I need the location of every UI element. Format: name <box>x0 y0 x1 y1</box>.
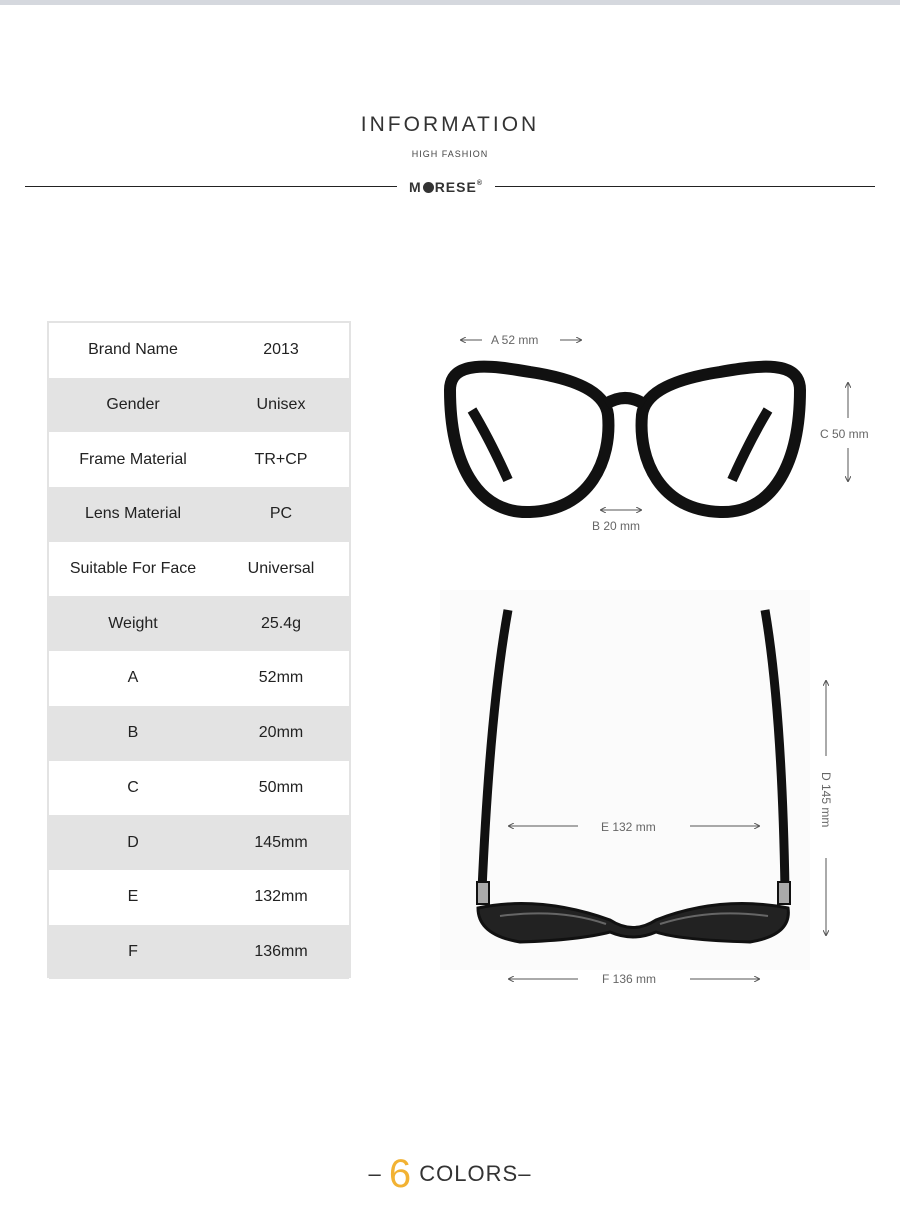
right-lens-frame <box>642 367 800 512</box>
spec-value: 2013 <box>263 341 299 359</box>
spec-key: F <box>128 942 138 960</box>
spec-row <box>49 542 349 597</box>
right-hinge <box>778 882 790 904</box>
spec-value: 132mm <box>254 888 308 906</box>
spec-table <box>47 321 351 978</box>
spec-key: Gender <box>106 396 160 414</box>
brand-o-dot <box>423 182 434 193</box>
top-bar <box>0 0 900 5</box>
spec-value: TR+CP <box>254 450 308 468</box>
spec-row <box>49 432 349 487</box>
spec-row <box>49 815 349 870</box>
dim-e-label: E 132 mm <box>601 820 656 834</box>
spec-key: A <box>127 669 139 687</box>
colors-label: COLORS <box>419 1161 519 1186</box>
spec-row <box>49 378 349 433</box>
spec-key: B <box>127 724 139 742</box>
dim-f-label: F 136 mm <box>602 972 657 986</box>
bridge <box>606 398 644 404</box>
left-lens-frame <box>450 367 608 512</box>
dim-c-label: C 50 mm <box>820 427 869 441</box>
page-subtitle: HIGH FASHION <box>411 149 489 159</box>
spec-row <box>49 323 349 378</box>
spec-row <box>49 596 349 651</box>
spec-row <box>49 487 349 542</box>
spec-key: Brand Name <box>88 341 178 359</box>
spec-value: PC <box>269 505 293 523</box>
spec-key: Suitable For Face <box>69 560 197 578</box>
spec-key: Lens Material <box>84 505 182 523</box>
spec-key: C <box>127 778 139 796</box>
divider-left <box>25 186 397 187</box>
spec-row <box>49 925 349 980</box>
spec-key: D <box>127 833 139 851</box>
footer-dash-left: – <box>368 1161 382 1186</box>
spec-row <box>49 651 349 706</box>
color-count: 6 <box>388 1152 413 1196</box>
spec-value: 50mm <box>258 778 304 796</box>
spec-value: 136mm <box>254 942 308 960</box>
spec-row <box>49 870 349 925</box>
spec-value: 52mm <box>258 669 304 687</box>
left-hinge <box>477 882 489 904</box>
brand-logo: M RESE® <box>409 179 483 195</box>
spec-row <box>49 706 349 761</box>
spec-key: E <box>127 888 139 906</box>
glasses-top-view <box>420 590 880 1000</box>
spec-value: 25.4g <box>260 614 302 632</box>
dim-b-label: B 20 mm <box>592 519 641 533</box>
spec-value: 20mm <box>258 724 304 742</box>
spec-value: Universal <box>247 560 315 578</box>
spec-key: Weight <box>108 614 158 632</box>
spec-value: 145mm <box>254 833 308 851</box>
dim-d-label: D 145 mm <box>819 772 833 828</box>
divider-right <box>495 186 875 187</box>
footer-dash-right: – <box>518 1161 532 1186</box>
spec-row <box>49 761 349 816</box>
right-temple-arm <box>732 410 768 480</box>
spec-key: Frame Material <box>79 450 187 468</box>
page-title: INFORMATION <box>360 113 540 136</box>
left-temple-arm <box>472 410 508 480</box>
spec-value: Unisex <box>256 396 306 414</box>
dim-a-label: A 52 mm <box>491 333 539 347</box>
colors-footer <box>0 1152 900 1197</box>
